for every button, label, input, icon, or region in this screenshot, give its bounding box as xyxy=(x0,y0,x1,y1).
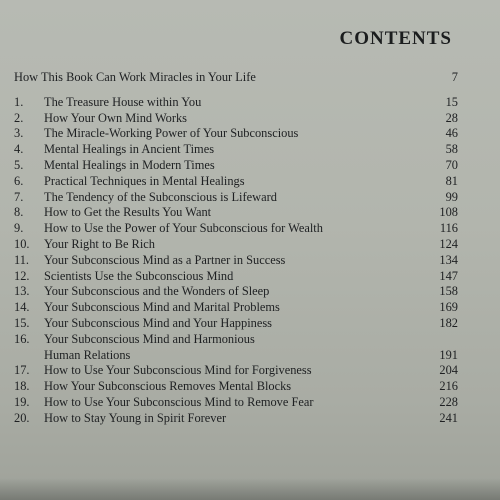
toc-entry-number: 18. xyxy=(14,379,30,394)
toc-entry-title: How This Book Can Work Miracles in Your Life xyxy=(14,70,256,84)
toc-entry-page: 15 xyxy=(445,94,458,109)
toc-entry-20 xyxy=(14,411,458,427)
toc-entry-8 xyxy=(14,205,458,221)
toc-entry-number: 2. xyxy=(14,110,24,125)
toc-entry-number: 17. xyxy=(14,363,30,378)
toc-entry-number: 8. xyxy=(14,205,24,220)
toc-entry-4 xyxy=(14,142,458,158)
toc-entry-title: Your Subconscious and the Wonders of Sleep xyxy=(44,284,270,299)
toc-entry-number: 20. xyxy=(14,410,30,425)
toc-entry-11 xyxy=(14,253,458,269)
toc-entry-title: Your Right to Be Rich xyxy=(44,236,155,251)
toc-entry-page: 134 xyxy=(439,252,458,267)
toc-entry-title: Your Subconscious Mind and Marital Problems xyxy=(44,300,280,315)
toc-entry-number: 3. xyxy=(14,126,24,141)
toc-entry-page: 216 xyxy=(439,379,458,394)
toc-entry-number: 5. xyxy=(14,157,24,172)
toc-entry-page: 116 xyxy=(439,221,458,236)
toc-entry-10 xyxy=(14,237,458,253)
toc-entry-page: 28 xyxy=(445,110,458,125)
toc-entry-15 xyxy=(14,316,458,332)
toc-entry-1 xyxy=(14,95,458,111)
toc-entry-intro xyxy=(14,70,458,86)
toc-entry-number: 9. xyxy=(14,221,24,236)
toc-entry-page: 158 xyxy=(439,284,458,299)
toc-entry-title-line-1: Your Subconscious Mind and Harmonious xyxy=(44,331,255,346)
toc-entry-number: 11. xyxy=(14,252,30,267)
toc-entry-number: 15. xyxy=(14,315,30,330)
toc-entry-2 xyxy=(14,111,458,127)
toc-entry-12 xyxy=(14,269,458,285)
toc-entry-title: How to Use Your Subconscious Mind for Forgiveness xyxy=(44,363,312,378)
toc-entry-page: 169 xyxy=(439,300,458,315)
toc-entry-7 xyxy=(14,190,458,206)
toc-entry-page: 191 xyxy=(439,347,458,362)
toc-entry-number: 7. xyxy=(14,189,24,204)
table-of-contents xyxy=(14,70,458,427)
toc-entry-title xyxy=(44,332,344,364)
toc-entry-3 xyxy=(14,126,458,142)
toc-entry-19 xyxy=(14,395,458,411)
toc-entry-title: Practical Techniques in Mental Healings xyxy=(44,173,245,188)
toc-entry-14 xyxy=(14,300,458,316)
toc-entry-title: Scientists Use the Subconscious Mind xyxy=(44,268,234,283)
toc-entry-title-line-2: Human Relations xyxy=(44,347,131,362)
toc-entry-title: Your Subconscious Mind as a Partner in Success xyxy=(44,252,286,267)
toc-entry-page: 241 xyxy=(439,410,458,425)
toc-entry-page: 147 xyxy=(439,268,458,283)
toc-entry-title: Mental Healings in Ancient Times xyxy=(44,142,215,157)
toc-entry-number: 4. xyxy=(14,142,24,157)
toc-entry-page: 108 xyxy=(439,205,458,220)
toc-entry-page: 204 xyxy=(439,363,458,378)
toc-entry-title: Mental Healings in Modern Times xyxy=(44,157,215,172)
toc-entry-title: Your Subconscious Mind and Your Happiness xyxy=(44,315,272,330)
toc-entry-number: 19. xyxy=(14,394,30,409)
page-bottom-shadow xyxy=(0,478,500,500)
toc-entry-6 xyxy=(14,174,458,190)
toc-entry-page: 70 xyxy=(445,157,458,172)
contents-heading: CONTENTS xyxy=(339,28,452,49)
toc-entry-page: 58 xyxy=(445,142,458,157)
toc-entry-page: 182 xyxy=(439,315,458,330)
toc-entry-number: 10. xyxy=(14,236,30,251)
toc-entry-5 xyxy=(14,158,458,174)
toc-entry-number: 12. xyxy=(14,268,30,283)
toc-entry-number: 16. xyxy=(14,331,30,346)
toc-entry-page: 81 xyxy=(445,173,458,188)
toc-entry-page: 99 xyxy=(445,189,458,204)
toc-entry-title: How to Get the Results You Want xyxy=(44,205,212,220)
toc-entry-page: 7 xyxy=(451,70,458,84)
toc-entry-16 xyxy=(14,332,458,364)
toc-entry-13 xyxy=(14,284,458,300)
toc-entry-18 xyxy=(14,379,458,395)
toc-entry-number: 14. xyxy=(14,300,30,315)
toc-entry-title: The Tendency of the Subconscious is Lifeward xyxy=(44,189,277,204)
toc-entry-title: How to Use the Power of Your Subconscious for Wealth xyxy=(44,221,323,236)
toc-entry-17 xyxy=(14,363,458,379)
toc-entry-number: 13. xyxy=(14,284,30,299)
toc-entry-title: How to Use Your Subconscious Mind to Remove Fear xyxy=(44,394,314,409)
toc-entry-title: How to Stay Young in Spirit Forever xyxy=(44,410,227,425)
toc-entry-title: How Your Own Mind Works xyxy=(44,110,188,125)
toc-entry-page: 228 xyxy=(439,394,458,409)
toc-entry-page: 46 xyxy=(445,126,458,141)
toc-entry-title: The Miracle-Working Power of Your Subconscious xyxy=(44,126,299,141)
toc-entry-number: 1. xyxy=(14,94,24,109)
toc-entry-number: 6. xyxy=(14,173,24,188)
toc-entry-page: 124 xyxy=(439,236,458,251)
toc-entry-title: The Treasure House within You xyxy=(44,94,202,109)
toc-entry-title: How Your Subconscious Removes Mental Blocks xyxy=(44,379,292,394)
toc-entry-9 xyxy=(14,221,458,237)
